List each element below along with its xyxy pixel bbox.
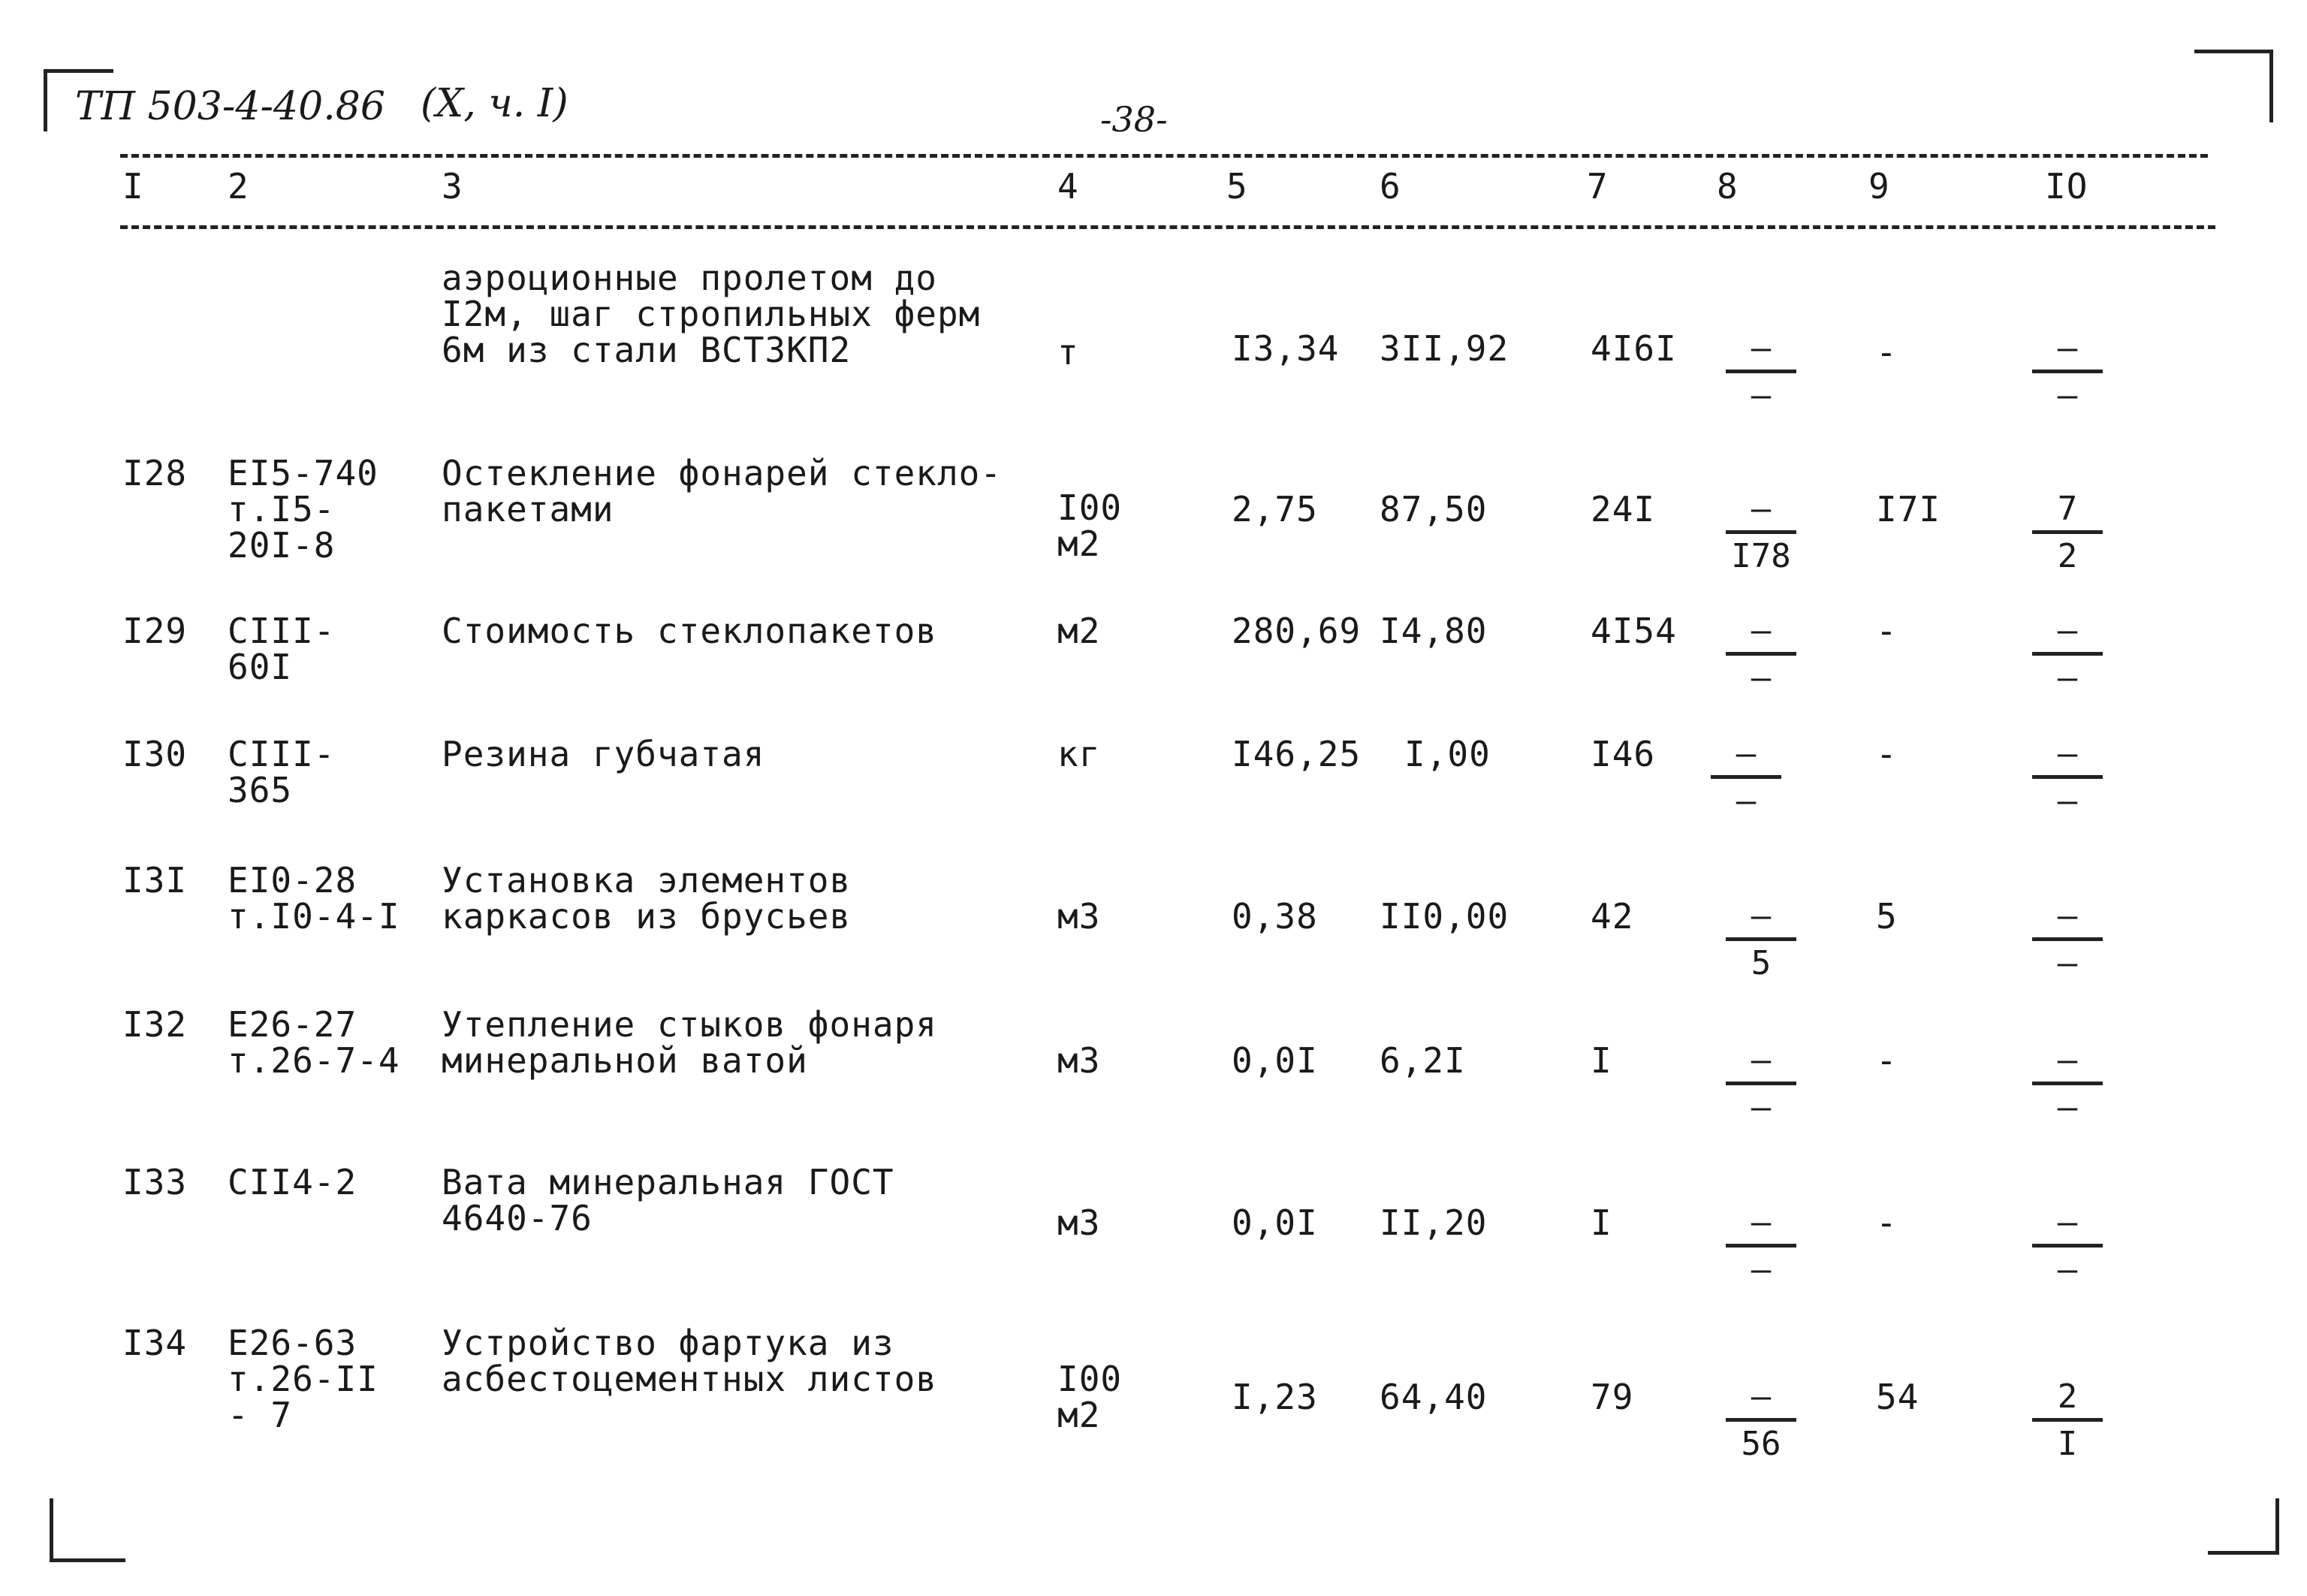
item-unit-price: I,00 xyxy=(1404,734,1491,774)
item-quantity: I46,25 xyxy=(1232,734,1362,774)
col9-value: - xyxy=(1876,332,1898,373)
corner-mark-top-right xyxy=(2194,50,2273,122)
col10-fraction xyxy=(2026,898,2109,982)
item-unit: м2 xyxy=(1057,1395,1101,1435)
item-number: I3I xyxy=(122,860,188,901)
item-name-line: Устройство фартука из xyxy=(442,1323,894,1363)
col8-denominator: I78 xyxy=(1731,537,1791,575)
item-unit: м2 xyxy=(1057,611,1101,651)
item-quantity: I3,34 xyxy=(1232,328,1340,369)
fraction-bar xyxy=(2032,937,2103,941)
col10-fraction xyxy=(2026,491,2109,575)
col9-value: - xyxy=(1876,1202,1898,1243)
col8-denominator: – xyxy=(1751,1088,1772,1127)
col-header-1: I xyxy=(122,166,144,207)
col10-numerator: – xyxy=(2057,329,2078,367)
fraction-bar xyxy=(1726,1418,1796,1422)
col8-fraction xyxy=(1720,330,1802,414)
col10-denominator: – xyxy=(2057,659,2078,697)
col10-denominator: I xyxy=(2057,1425,2078,1463)
item-quantity: 2,75 xyxy=(1232,489,1318,529)
item-quantity: I,23 xyxy=(1232,1377,1318,1417)
col10-fraction xyxy=(2026,330,2109,414)
item-code-line: ЕI0-28 xyxy=(228,860,357,901)
document-code: ТП 503-4-40.86 xyxy=(75,84,385,129)
col-header-5: 5 xyxy=(1226,166,1248,207)
header-rule-bottom xyxy=(120,225,2215,229)
item-unit: м2 xyxy=(1057,523,1101,564)
item-code-line: т.I0-4-I xyxy=(228,896,400,937)
fraction-bar xyxy=(2032,1244,2103,1248)
col8-numerator: – xyxy=(1751,1377,1772,1416)
col8-fraction xyxy=(1720,613,1802,696)
item-total: 79 xyxy=(1591,1377,1634,1417)
item-quantity: 0,0I xyxy=(1232,1202,1318,1243)
item-quantity: 280,69 xyxy=(1232,611,1362,651)
col8-numerator: – xyxy=(1751,1203,1772,1242)
header-rule-top xyxy=(120,154,2208,158)
item-code-line: т.26-7-4 xyxy=(228,1040,400,1081)
item-unit: м3 xyxy=(1057,1202,1101,1243)
col9-value: - xyxy=(1876,1040,1898,1081)
col9-value: 5 xyxy=(1876,896,1898,937)
item-code-line: - 7 xyxy=(228,1395,293,1435)
item-name-line: аэроционные пролетом до xyxy=(442,258,937,298)
item-code-line: СII4-2 xyxy=(228,1162,357,1202)
item-code-line: Е26-27 xyxy=(228,1004,357,1045)
item-name-line: пакетами xyxy=(442,489,614,529)
col-header-4: 4 xyxy=(1057,166,1079,207)
item-unit-price: I4,80 xyxy=(1380,611,1488,651)
col8-fraction xyxy=(1720,1205,1802,1288)
item-name-line: Стоимость стеклопакетов xyxy=(442,611,937,651)
item-name-line: каркасов из брусьев xyxy=(442,896,852,937)
item-unit-price: II0,00 xyxy=(1380,896,1509,937)
fraction-bar xyxy=(1711,775,1781,779)
col-header-9: 9 xyxy=(1868,166,1890,207)
fraction-bar xyxy=(1726,937,1796,941)
item-unit-price: 64,40 xyxy=(1380,1377,1488,1417)
col8-numerator: – xyxy=(1751,490,1772,528)
item-name-line: Вата минеральная ГОСТ xyxy=(442,1162,894,1202)
col8-denominator: – xyxy=(1751,376,1772,415)
corner-mark-bottom-left xyxy=(50,1498,125,1562)
item-code-line: 20I-8 xyxy=(228,525,336,566)
item-total: I xyxy=(1591,1202,1612,1243)
item-unit: м3 xyxy=(1057,1040,1101,1081)
item-name-line: Установка элементов xyxy=(442,860,852,901)
item-number: I30 xyxy=(122,734,188,774)
col10-denominator: 2 xyxy=(2057,537,2078,575)
col10-denominator: – xyxy=(2057,376,2078,415)
item-code-line: СIII- xyxy=(228,611,336,651)
fraction-bar xyxy=(1726,652,1796,656)
fraction-bar xyxy=(2032,1418,2103,1422)
item-code-line: СIII- xyxy=(228,734,336,774)
fraction-bar xyxy=(1726,530,1796,534)
item-name-line: 4640-76 xyxy=(442,1198,593,1238)
col10-denominator: – xyxy=(2057,782,2078,820)
item-quantity: 0,0I xyxy=(1232,1040,1318,1081)
fraction-bar xyxy=(2032,775,2103,779)
item-total: I46 xyxy=(1591,734,1656,774)
item-code-line: ЕI5-740 xyxy=(228,453,378,493)
item-code-line: 60I xyxy=(228,647,293,687)
item-total: 24I xyxy=(1591,489,1656,529)
item-unit-price: II,20 xyxy=(1380,1202,1488,1243)
item-unit: кг xyxy=(1057,734,1101,774)
item-name-line: асбестоцементных листов xyxy=(442,1359,937,1399)
col9-value: 54 xyxy=(1876,1377,1919,1417)
corner-mark-bottom-right xyxy=(2208,1498,2279,1555)
item-unit-price: 3II,92 xyxy=(1380,328,1509,369)
col8-numerator: – xyxy=(1751,611,1772,650)
item-quantity: 0,38 xyxy=(1232,896,1318,937)
fraction-bar xyxy=(1726,1244,1796,1248)
col10-fraction xyxy=(2026,1205,2109,1288)
item-total: 4I54 xyxy=(1591,611,1677,651)
fraction-bar xyxy=(2032,370,2103,373)
col8-fraction xyxy=(1720,1042,1802,1126)
col8-denominator: – xyxy=(1751,659,1772,697)
item-unit-price: 87,50 xyxy=(1380,489,1488,529)
col9-value: I7I xyxy=(1876,489,1941,529)
col8-denominator: 56 xyxy=(1741,1425,1781,1463)
item-total: 4I6I xyxy=(1591,328,1677,369)
fraction-bar xyxy=(2032,1082,2103,1085)
col10-fraction xyxy=(2026,736,2109,819)
col8-numerator: – xyxy=(1751,329,1772,367)
col-header-3: 3 xyxy=(442,166,463,207)
col8-denominator: 5 xyxy=(1751,944,1772,982)
col10-numerator: 2 xyxy=(2057,1377,2078,1416)
item-code-line: 365 xyxy=(228,770,293,810)
item-name-line: минеральной ватой xyxy=(442,1040,808,1081)
col-header-7: 7 xyxy=(1587,166,1609,207)
item-code-line: т.I5- xyxy=(228,489,336,529)
col10-fraction xyxy=(2026,1042,2109,1126)
volume-reference: (Х, ч. I) xyxy=(421,81,568,126)
fraction-bar xyxy=(1726,1082,1796,1085)
fraction-bar xyxy=(2032,652,2103,656)
item-unit-price: 6,2I xyxy=(1380,1040,1466,1081)
col10-denominator: – xyxy=(2057,944,2078,982)
col10-numerator: – xyxy=(2057,611,2078,650)
item-number: I29 xyxy=(122,611,188,651)
col-header-8: 8 xyxy=(1717,166,1739,207)
col10-denominator: – xyxy=(2057,1251,2078,1289)
col9-value: - xyxy=(1876,734,1898,774)
item-unit: т xyxy=(1057,332,1079,373)
item-total: 42 xyxy=(1591,896,1634,937)
item-code-line: Е26-63 xyxy=(228,1323,357,1363)
item-name-line: Остекление фонарей стекло- xyxy=(442,453,1003,493)
item-number: I28 xyxy=(122,453,188,493)
item-name-line: Утепление стыков фонаря xyxy=(442,1004,937,1045)
item-name-line: Резина губчатая xyxy=(442,734,765,774)
item-unit: м3 xyxy=(1057,896,1101,937)
col10-numerator: – xyxy=(2057,897,2078,935)
item-unit: I00 xyxy=(1057,487,1123,528)
item-number: I33 xyxy=(122,1162,188,1202)
col8-numerator: – xyxy=(1751,897,1772,935)
item-number: I32 xyxy=(122,1004,188,1045)
col8-fraction xyxy=(1720,898,1802,982)
item-unit: I00 xyxy=(1057,1359,1123,1399)
col9-value: - xyxy=(1876,611,1898,651)
col10-denominator: – xyxy=(2057,1088,2078,1127)
col8-fraction xyxy=(1720,491,1802,575)
col10-numerator: – xyxy=(2057,1041,2078,1079)
col10-numerator: – xyxy=(2057,1203,2078,1242)
col8-denominator: – xyxy=(1751,1251,1772,1289)
fraction-bar xyxy=(2032,530,2103,534)
col10-numerator: 7 xyxy=(2057,490,2078,528)
col8-denominator: – xyxy=(1736,782,1757,820)
item-code-line: т.26-II xyxy=(228,1359,378,1399)
col8-numerator: – xyxy=(1736,735,1757,773)
item-name-line: 6м из стали ВСТ3КП2 xyxy=(442,330,852,370)
item-name-line: I2м, шаг стропильных ферм xyxy=(442,294,981,334)
fraction-bar xyxy=(1726,370,1796,373)
col8-fraction xyxy=(1705,736,1787,819)
item-total: I xyxy=(1591,1040,1612,1081)
col10-numerator: – xyxy=(2057,735,2078,773)
col8-numerator: – xyxy=(1751,1041,1772,1079)
col10-fraction xyxy=(2026,613,2109,696)
col10-fraction xyxy=(2026,1379,2109,1462)
col8-fraction xyxy=(1720,1379,1802,1462)
col-header-6: 6 xyxy=(1380,166,1401,207)
item-number: I34 xyxy=(122,1323,188,1363)
col-header-2: 2 xyxy=(228,166,249,207)
page-number: -38- xyxy=(1100,99,1168,140)
col-header-10: IO xyxy=(2045,166,2088,207)
